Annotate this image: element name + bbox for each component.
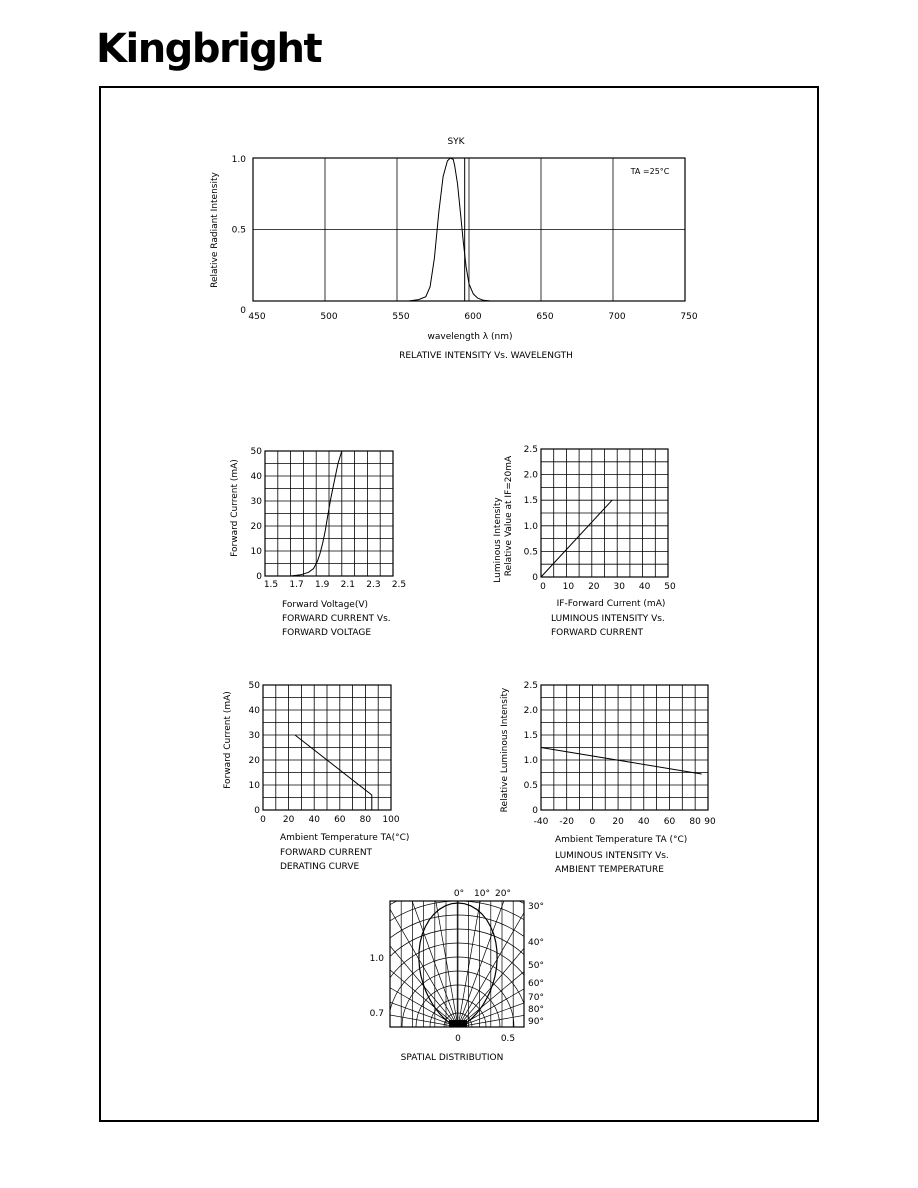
- x-tick-label: 650: [536, 312, 554, 322]
- x-tick-label: 2.5: [391, 580, 407, 590]
- y-tick-label: 1.5: [523, 496, 538, 507]
- chart-caption: SPATIAL DISTRIBUTION: [400, 1053, 504, 1063]
- iv-chart: [230, 447, 406, 638]
- x-axis-label: Forward Voltage(V): [282, 600, 368, 610]
- y-tick-label: 40: [248, 706, 260, 716]
- x-tick-label: 550: [392, 312, 410, 322]
- y-tick-label: 1.0: [523, 756, 538, 766]
- angle-label: 70°: [528, 993, 544, 1003]
- x-tick-label: 10: [562, 582, 575, 592]
- y-tick-label: 0: [256, 572, 262, 582]
- x-axis-label: wavelength λ (nm): [427, 332, 513, 342]
- chart-caption: FORWARD CURRENT: [551, 628, 644, 638]
- x-axis-label: Ambient Temperature TA(°C): [280, 833, 410, 843]
- y-tick-label: 0: [240, 306, 246, 316]
- chart-caption: RELATIVE INTENSITY Vs. WAVELENGTH: [399, 351, 573, 361]
- x-tick-label: 1.5: [263, 580, 279, 590]
- y-tick-label: 0.5: [523, 781, 538, 791]
- x-tick-label: 50: [664, 582, 676, 592]
- polar-radial: [329, 874, 458, 1027]
- x-tick-label: -20: [559, 817, 575, 827]
- intensity_temp-series-line: [541, 748, 702, 775]
- x-tick-label: 30: [613, 582, 625, 592]
- y-tick-label: 0: [254, 806, 260, 816]
- radial-label: 0: [455, 1034, 461, 1044]
- x-tick-label: 20: [282, 815, 295, 825]
- angle-label: 80°: [528, 1005, 544, 1015]
- y-tick-label: 40: [250, 472, 262, 482]
- x-tick-label: 1.9: [315, 580, 330, 590]
- y-tick-label: 0.5: [523, 547, 538, 558]
- y-axis-label: Relative Value at IF=20mA: [504, 455, 514, 577]
- x-tick-label: 40: [308, 815, 320, 825]
- x-tick-label: 600: [464, 312, 482, 322]
- y-tick-label: 0.5: [231, 225, 246, 236]
- y-tick-label: 20: [250, 522, 262, 532]
- spectrum-chart: [210, 137, 698, 361]
- x-tick-label: 0: [589, 817, 596, 827]
- radial-label: 0.5: [500, 1034, 516, 1044]
- angle-label: 0°: [453, 889, 465, 899]
- x-tick-label: 700: [608, 312, 626, 322]
- x-tick-label: 40: [638, 817, 650, 827]
- chart-title: SYK: [447, 137, 465, 147]
- y-axis-label: Relative Luminous Intensity: [500, 687, 510, 813]
- polar-radial: [270, 959, 458, 1027]
- x-tick-label: -40: [533, 817, 549, 827]
- x-axis-label: Ambient Temperature TA (°C): [555, 835, 688, 845]
- y-tick-label: 30: [250, 497, 262, 507]
- y-tick-label: 10: [250, 547, 262, 557]
- y-tick-label: 1.5: [523, 731, 538, 741]
- x-axis-label: IF-Forward Current (mA): [556, 599, 666, 609]
- y-axis-label: Relative Radiant Intensity: [210, 172, 220, 288]
- y-axis-label: Luminous Intensity: [493, 497, 503, 583]
- chart-caption: FORWARD VOLTAGE: [282, 628, 372, 638]
- x-tick-label: 60: [334, 815, 346, 825]
- y-tick-label: 0: [532, 806, 538, 816]
- x-tick-label: 80: [689, 817, 701, 827]
- y-tick-label: 0: [532, 573, 538, 583]
- x-tick-label: 20: [588, 582, 600, 592]
- y-tick-label: 2.5: [523, 445, 538, 455]
- x-tick-label: 40: [638, 582, 651, 592]
- chart-caption: FORWARD CURRENT: [280, 848, 373, 858]
- spatial-chart: [258, 827, 658, 1167]
- x-tick-label: 80: [359, 815, 372, 825]
- chart-caption: DERATING CURVE: [280, 862, 360, 872]
- radial-label: 1.0: [369, 954, 384, 964]
- x-tick-label: 0: [540, 582, 546, 592]
- radial-label: 0.7: [369, 1009, 384, 1019]
- chart-caption: FORWARD CURRENT Vs.: [282, 614, 391, 624]
- chart-caption: LUMINOUS INTENSITY Vs.: [555, 851, 669, 861]
- angle-label: 10°: [474, 889, 490, 899]
- chart-caption: LUMINOUS INTENSITY Vs.: [551, 614, 665, 624]
- y-tick-label: 10: [248, 781, 260, 791]
- angle-label: 20°: [495, 889, 511, 899]
- angle-label: 30°: [528, 902, 544, 912]
- polar-grid: [258, 827, 658, 1167]
- y-tick-label: 50: [248, 681, 260, 691]
- angle-label: 40°: [528, 938, 544, 948]
- chart-caption: AMBIENT TEMPERATURE: [555, 865, 664, 875]
- x-tick-label: 750: [680, 312, 698, 322]
- x-tick-label: 0: [260, 815, 266, 825]
- y-tick-label: 2.0: [523, 470, 538, 481]
- brand-logo: Kingbright: [96, 26, 322, 72]
- y-tick-label: 1.0: [523, 521, 538, 532]
- polar-radial: [458, 959, 646, 1027]
- y-tick-label: 30: [248, 731, 260, 741]
- y-axis-label: Forward Current (mA): [230, 459, 240, 557]
- x-tick-label: 100: [382, 815, 400, 825]
- y-tick-label: 2.0: [523, 706, 538, 716]
- x-tick-label: 60: [663, 817, 676, 827]
- y-tick-label: 1.0: [231, 155, 246, 165]
- derating-chart: [223, 681, 409, 872]
- y-axis-label: Forward Current (mA): [223, 691, 233, 789]
- led-emitter: [449, 1020, 467, 1027]
- x-tick-label: 1.7: [289, 580, 304, 590]
- y-tick-label: 50: [250, 447, 262, 457]
- x-tick-label: 500: [320, 312, 338, 322]
- temperature-annotation: TA =25°C: [630, 167, 670, 176]
- angle-label: 90°: [528, 1017, 544, 1027]
- x-tick-label: 2.1: [340, 580, 355, 590]
- x-tick-label: 90: [704, 817, 716, 827]
- y-tick-label: 20: [248, 756, 260, 766]
- x-tick-label: 20: [612, 817, 624, 827]
- x-tick-label: 2.3: [366, 580, 381, 590]
- intensity_current-chart: [493, 445, 676, 638]
- intensity_temp-chart: [500, 681, 716, 875]
- y-tick-label: 2.5: [523, 681, 538, 691]
- angle-label: 60°: [528, 979, 544, 989]
- angle-label: 50°: [528, 961, 544, 971]
- x-tick-label: 450: [248, 312, 266, 322]
